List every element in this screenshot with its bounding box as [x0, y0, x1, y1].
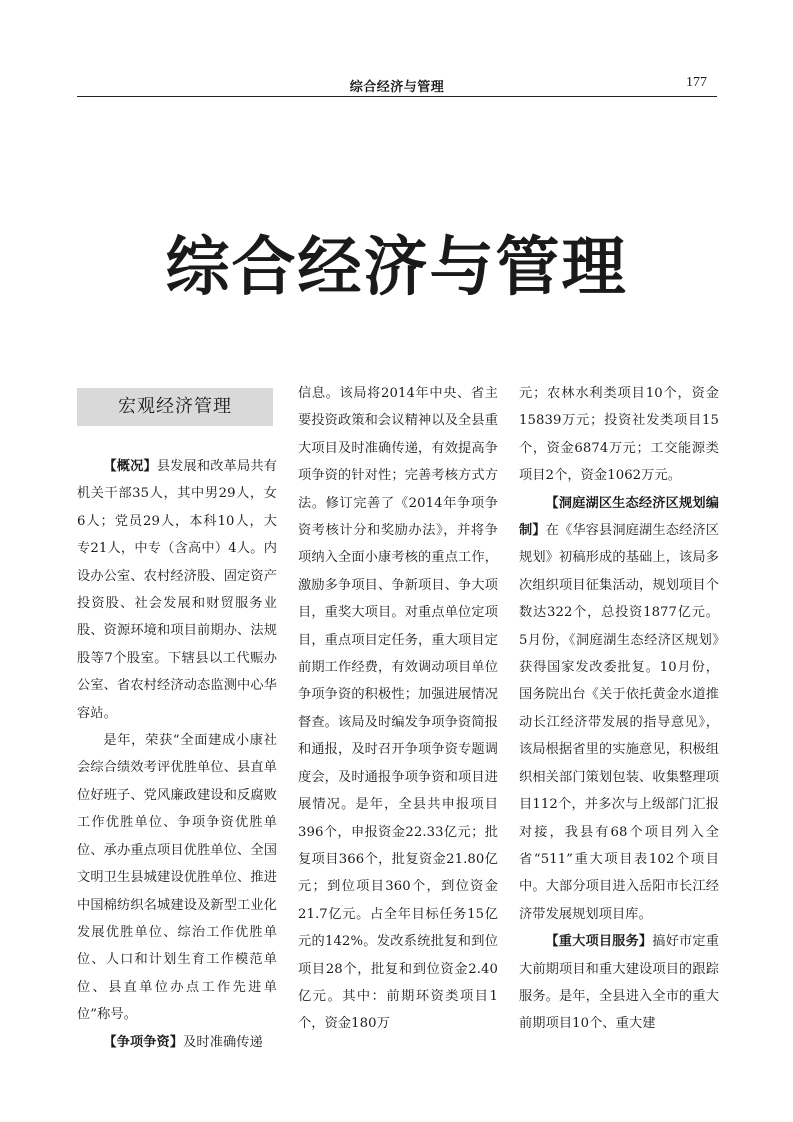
text-column-1: [77, 453, 277, 1056]
section-heading-box: [77, 388, 273, 426]
projects-text-end: 元；农林水利类项目10个，资金15839万元；投资社发类项目15个，资金6874万元；工交能源类项目2个，资金1062万元。: [519, 386, 719, 484]
projects-text-cont: 信息。该局将2014年中央、省主要投资政策和会议精神以及全县重大项目及时准确传递，有效提高争项争资的针对性；完善考核方式方法。修订完善了《2014年争项争资考核计分和奖励办法》，并将争项纳入全面小康考核的重点工作，激励多争项目、争新项目、争大项目，重奖大项目。对重点单位定项目，重点项目定任务，重大项目定前期工作经费，有效调动项目单位争项争资的积极性；加强进展情况督查。该局及时编发争项争资简报和通报，及时召开争项争资专题调度会，及时通报争项争资和项目进展情况。是年，全县共申报项目396个，申报资金22.33亿元；批复项目366个，批复资金21.80亿元；到位项目360个，到位资金21.7亿元。占全年目标任务15亿元的142%。发改系统批复和到位项目28个，批复和到位资金2.40亿元。其中：前期环资类项目1个，资金180万: [298, 386, 498, 1032]
paragraph-overview: [77, 453, 277, 727]
text-column-2: [298, 380, 498, 1038]
running-header: [77, 70, 717, 97]
keyword-overview: 【概况】: [103, 459, 157, 474]
keyword-dongting: 【洞庭湖区生态经济区规划编制】: [519, 495, 719, 539]
major-projects-text: 搞好市定重大前期项目和重大建设项目的跟踪服务。是年，全县进入全市的重大前期项目10个、重大建: [519, 934, 719, 1032]
paragraph-projects-end: [519, 380, 719, 490]
page-number: 177: [686, 75, 707, 90]
running-title: 综合经济与管理: [349, 80, 445, 95]
section-heading: 宏观经济管理: [118, 396, 232, 417]
awards-text: 是年，荣获“全面建成小康社会综合绩效考评优胜单位、县直单位好班子、党风廉政建设和反腐败工作优胜单位、争项争资优胜单位、承办重点项目优胜单位、全国文明卫生县城建设优胜单位、推进中国棉纺织名城建设及新型工业化发展优胜单位、综治工作优胜单位、人口和计划生育工作模范单位、县直单位办点工作先进单位”称号。: [77, 733, 277, 1023]
overview-text: 县发展和改革局共有机关干部35人，其中男29人，女6人；党员29人，本科10人，大专21人，中专（含高中）4人。内设办公室、农村经济股、固定资产投资股、社会发展和财贸服务业股、资源环境和项目前期办、法规股等7个股室。下辖县以工代赈办公室、省农村经济动态监测中心华容站。: [77, 459, 277, 721]
keyword-projects: 【争项争资】: [103, 1034, 184, 1050]
paragraph-projects-cont: [298, 380, 498, 1038]
paragraph-projects: [77, 1029, 277, 1056]
paragraph-major-projects: [519, 928, 719, 1038]
paragraph-dongting: [519, 490, 719, 929]
text-column-3: [519, 380, 719, 1038]
projects-text-start: 及时准确传递: [183, 1034, 263, 1050]
dongting-text: 在《华容县洞庭湖生态经济区规划》初稿形成的基础上，该局多次组织项目征集活动，规划项目个数达322个，总投资1877亿元。5月份，《洞庭湖生态经济区规划》获得国家发改委批复。10月份，国务院出台《关于依托黄金水道推动长江经济带发展的指导意见》，该局根据省里的实施意见，积极组织相关部门策划包装、收集整理项目112个，并多次与上级部门汇报对接，我县有68个项目列入全省“511”重大项目表102个项目中。大部分项目进入岳阳市长江经济带发展规划项目库。: [519, 523, 719, 922]
chapter-title: 综合经济与管理: [165, 230, 628, 305]
keyword-major-projects: 【重大项目服务】: [545, 934, 653, 950]
paragraph-awards: [77, 727, 277, 1028]
